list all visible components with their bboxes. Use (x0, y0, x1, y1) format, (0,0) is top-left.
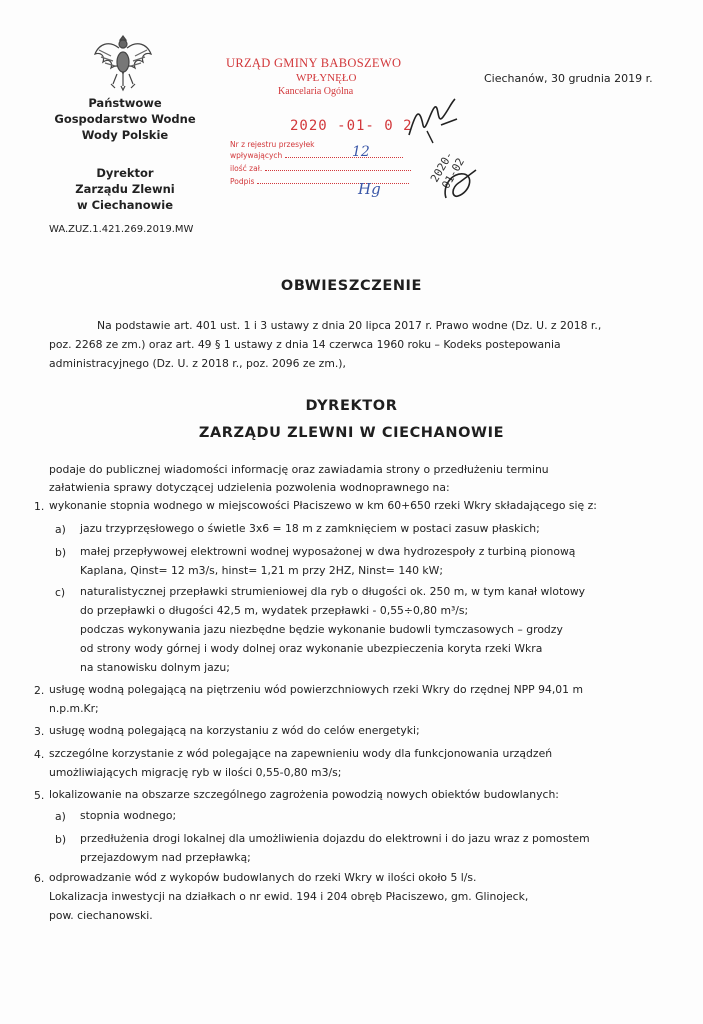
sublist-label: a) (55, 810, 66, 823)
case-reference: WA.ZUZ.1.421.269.2019.MW (49, 224, 194, 235)
list-item-text: umożliwiających migrację ryb w ilości 0,55-0,80 m3/s; (49, 766, 342, 779)
director-line: w Ciechanowie (76, 198, 174, 212)
stamp-field-label: Nr z rejestru przesyłek (230, 140, 315, 149)
location-line: Lokalizacja inwestycji na działkach o nr ewid. 194 i 204 obręb Płaciszewo, gm. Glinojeck, (49, 890, 529, 903)
stamp-field-signature (230, 177, 409, 186)
legal-basis-line: Na podstawie art. 401 ust. 1 i 3 ustawy z dnia 20 lipca 2017 r. Prawo wodne (Dz. U. z 2018 r., (97, 319, 602, 332)
intro-line: załatwienia sprawy dotyczącej udzielenia pozwolenia wodnoprawnego na: (49, 481, 450, 494)
authority-subtitle: ZARZĄDU ZLEWNI W CIECHANOWIE (198, 425, 505, 441)
sublist-item-text: przedłużenia drogi lokalnej dla umożliwienia dojazdu do elektrowni i do jazu wraz z pomostem (80, 832, 590, 845)
list-number: 6. (34, 872, 45, 885)
sublist-item-text: przejazdowym nad przepławką; (80, 851, 251, 864)
director-line: Zarządu Zlewni (75, 182, 175, 196)
stamp-field-incoming (230, 151, 403, 160)
list-number: 3. (34, 725, 45, 738)
stamp-received: WPŁYNĘŁO (296, 72, 357, 84)
sublist-label: b) (55, 833, 67, 846)
stamp-dotted-line (257, 183, 409, 184)
handwritten-date: 2020-01-02 (428, 149, 468, 191)
sublist-item-text: Kaplana, Qinst= 12 m3/s, hinst= 1,21 m przy 2HZ, Ninst= 140 kW; (80, 564, 443, 577)
issuer-line: Państwowe (88, 96, 162, 110)
legal-basis (49, 316, 624, 335)
sublist-item-text: naturalistycznej przepławki strumieniowej dla ryb o długości ok. 250 m, w tym kanał wlotowy (80, 585, 586, 598)
signature-loop (440, 168, 480, 204)
list-item-text: n.p.m.Kr; (49, 702, 99, 715)
handwritten-initials: Hg (358, 180, 381, 198)
stamp-field-label: ilość zał. (230, 164, 263, 173)
stamp-field-register (230, 140, 315, 149)
list-item-text: wykonanie stopnia wodnego w miejscowości Płaciszewo w km 60+650 rzeki Wkry składającego się z: (49, 499, 597, 512)
legal-basis-line-2: poz. 2268 ze zm.) oraz art. 49 § 1 ustawy z dnia 14 czerwca 1960 roku – Kodeks postepowania (49, 338, 561, 351)
sublist-label: c) (55, 586, 66, 599)
issuer-line: Gospodarstwo Wodne (54, 112, 196, 126)
handwritten-number: 12 (352, 144, 370, 160)
list-item-text: usługę wodną polegającą na piętrzeniu wód powierzchniowych rzeki Wkry do rzędnej NPP 94,01 m (49, 683, 583, 696)
location-line: pow. ciechanowski. (49, 909, 153, 922)
issuer-name (40, 95, 210, 143)
stamp-dotted-line (265, 170, 411, 171)
list-number: 4. (34, 748, 45, 761)
sublist-item-text: jazu trzyprzęsłowego o świetle 3x6 = 18 m z zamknięciem w postaci zasuw płaskich; (80, 522, 540, 535)
list-item-text: odprowadzanie wód z wykopów budowlanych do rzeki Wkry w ilości około 5 l/s. (49, 871, 477, 884)
document-date: Ciechanów, 30 grudnia 2019 r. (484, 72, 653, 85)
sublist-item-text: stopnia wodnego; (80, 809, 177, 822)
director-name (40, 165, 210, 213)
director-line: Dyrektor (96, 166, 154, 180)
signature-mark (405, 95, 465, 145)
stamp-date: 2020 -01- 0 2 (290, 118, 413, 134)
note-line: na stanowisku dolnym jazu; (80, 661, 230, 674)
list-item-text: szczególne korzystanie z wód polegające na zapewnieniu wody dla funkcjonowania urządzeń (49, 747, 553, 760)
list-number: 1. (34, 500, 45, 513)
stamp-field-label: Podpis (230, 177, 255, 186)
note-line: podczas wykonywania jazu niezbędne będzie wykonanie budowli tymczasowych – grodzy (80, 623, 563, 636)
stamp-dotted-line (285, 157, 403, 158)
stamp-office: URZĄD GMINY BABOSZEWO (226, 56, 402, 70)
stamp-field-label: wpływających (230, 151, 283, 160)
sublist-label: a) (55, 523, 66, 536)
eagle-emblem-icon (91, 30, 155, 92)
stamp-field-attachments (230, 164, 411, 173)
list-item-text: lokalizowanie na obszarze szczególnego zagrożenia powodzią nowych obiektów budowlanych: (49, 788, 559, 801)
sublist-label: b) (55, 546, 67, 559)
list-number: 2. (34, 684, 45, 697)
list-item-text: usługę wodną polegającą na korzystaniu z wód do celów energetyki; (49, 724, 420, 737)
issuer-line: Wody Polskie (81, 128, 169, 142)
stamp-department: Kancelaria Ogólna (278, 86, 354, 97)
document-heading: OBWIESZCZENIE (280, 278, 423, 294)
legal-basis-line-3: administracyjnego (Dz. U. z 2018 r., poz. 2096 ze zm.), (49, 357, 346, 370)
sublist-item-text: małej przepływowej elektrowni wodnej wyposażonej w dwa hydrozespoły z turbiną pionową (80, 545, 576, 558)
list-number: 5. (34, 789, 45, 802)
intro-line: podaje do publicznej wiadomości informację oraz zawiadamia strony o przedłużeniu terminu (49, 463, 549, 476)
sublist-item-text: do przepławki o długości 42,5 m, wydatek przepławki - 0,55÷0,80 m³/s; (80, 604, 469, 617)
note-line: od strony wody górnej i wody dolnej oraz wykonanie ubezpieczenia koryta rzeki Wkra (80, 642, 543, 655)
authority-title: DYREKTOR (305, 398, 398, 414)
